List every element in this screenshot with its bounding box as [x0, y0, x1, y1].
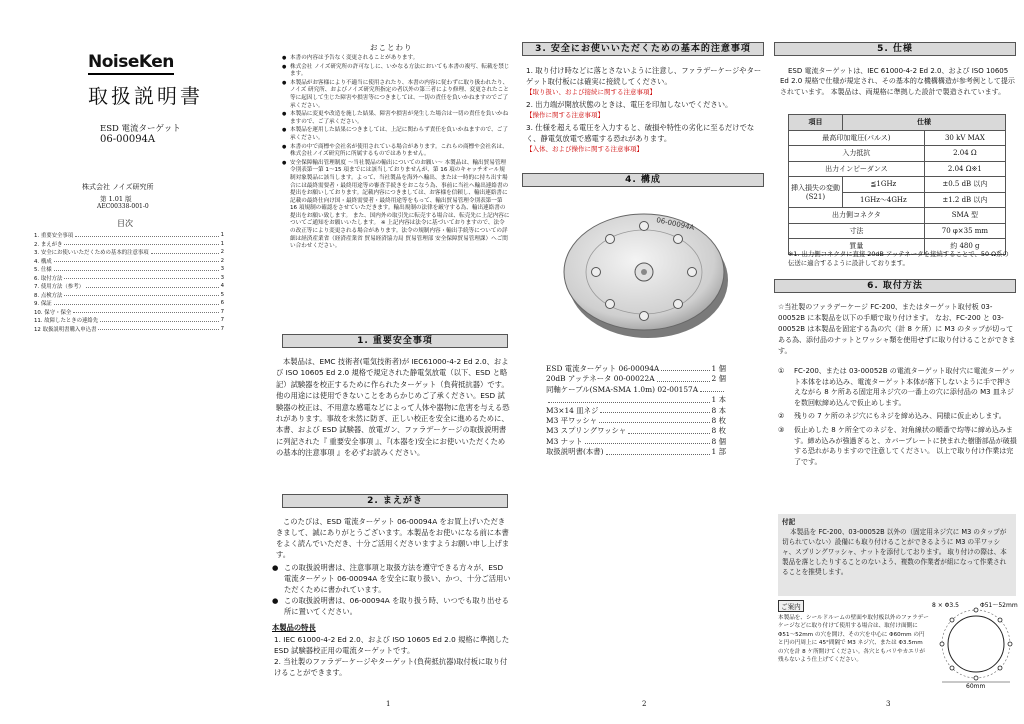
part-leader — [700, 385, 724, 392]
toc-leader — [75, 234, 218, 237]
part-name: M3 スプリングワッシャ — [546, 426, 627, 436]
toc-row — [34, 265, 224, 274]
toc-entry-label: 4. 構成 — [34, 258, 52, 265]
toc-entry-label: 3. 安全にお使いいただくための基本的注意事項 — [34, 250, 149, 257]
part-name: M3 ナット — [546, 436, 583, 446]
feature-item: 2. 当社製のファラデーケージやターゲット(負荷抵抗器)取付板に取り付けることができます。 — [274, 657, 508, 677]
bullet-text: この取扱説明書は、06-00094A を取り扱う時、いつでも取り出せる所に置いてください。 — [284, 596, 509, 616]
parts-row — [546, 385, 726, 395]
step-text: 仮止めした 8 ケ所全てのネジを、対角線状の順番で均等に締め込みます。締め込みが強過ぎると、カバープレートに挟まれた樹脂部品が破損する恐れがありますので注意してください。 以上で取り付け作業は完了です。 — [794, 425, 1017, 466]
spec-cell: ±1.2 dB 以内 — [924, 192, 1005, 208]
spec-cell: ≦1GHz — [843, 177, 925, 193]
mount-intro: ☆当社製のファラデーケージ FC-200、またはターゲット取付板 03-00052B に本製品を以下の手順で取り付けます。 なお、FC-200 と 03-00052B は本製品を固定する為の穴（計 8 ケ所）に M3 のタップが切ってある為、添付品のナットとワッシャ類を使用せずに取り付けることができます。 — [778, 303, 1016, 355]
part-qty: 1 部 — [711, 447, 726, 457]
part-qty: 1 個 — [711, 364, 726, 373]
part-leader — [628, 426, 709, 433]
part-qty: 1 本 — [711, 395, 726, 405]
spec-header-value: 仕様 — [843, 115, 1006, 131]
toc-leader — [54, 268, 219, 271]
toc-leader — [86, 285, 219, 288]
toc-row — [34, 325, 224, 334]
toc-row — [34, 231, 224, 240]
section-2-intro: このたびは、ESD 電流ターゲット 06-00094A をお買上げいただききまして、誠にありがとうございます。本製品をお使いになる前に本書をよく読んでいただき、十分ご活用くださいますようお願い申し上げます。 — [276, 517, 510, 559]
spec-cell: 出力インピーダンス — [789, 161, 925, 177]
toc-entry-label: 12 取扱説明書購入申込書 — [34, 326, 97, 333]
cover-page — [0, 0, 262, 724]
toc-entry-page: 3 — [220, 266, 224, 273]
spec-cell: 挿入損失の変動(S21) — [789, 177, 843, 208]
toc-entry-page: 1 — [220, 232, 224, 239]
features-list — [274, 634, 512, 678]
holes-dimension: 8 × Φ3.5 — [932, 602, 959, 609]
part-name: ESD 電流ターゲット 06-00094A — [546, 364, 660, 373]
guide-label: ご案内 — [778, 600, 804, 612]
part-qty: 8 枚 — [711, 426, 726, 436]
notice-item: ● 本書の中で商標や会社名が使用されている場合があります。これらの商標や会社名は、株式会社ノイズ研究所に所属するものではありません。 — [282, 144, 510, 159]
step-number: ③ — [778, 425, 785, 434]
toc-title: 目次 — [117, 219, 133, 228]
notice-list — [282, 55, 510, 252]
toc-leader — [54, 302, 219, 305]
toc-row — [34, 308, 224, 317]
bullet-item — [272, 562, 512, 595]
notice-item: ● 本製品を運用した結果につきましては、上記に関わらず責任を負いかねますので、ご了承ください。 — [282, 127, 510, 142]
toc-leader — [64, 293, 218, 296]
spec-cell: 2.04 Ω※1 — [924, 161, 1005, 177]
part-name: 取扱説明書(本書) — [546, 447, 604, 457]
caution-ref: 【操作に関する注意事項】 — [526, 111, 604, 120]
toc-leader — [54, 259, 219, 262]
toc-entry-page: 7 — [220, 325, 224, 332]
toc-entry-label: 5. 仕様 — [34, 267, 52, 274]
spec-cell: 寸法 — [789, 223, 925, 239]
parts-row — [546, 406, 726, 416]
toc-entry-page: 7 — [220, 317, 224, 324]
mount-step — [778, 411, 1018, 422]
parts-row — [546, 395, 726, 405]
part-leader — [600, 406, 709, 413]
caution-item — [526, 123, 766, 155]
bullet-mark: ● — [272, 563, 279, 572]
toc-entry-label: 9. 保証 — [34, 301, 52, 308]
part-leader — [548, 395, 710, 402]
toc-entry-page: 6 — [220, 300, 224, 307]
caution-text: 1. 取り付け時などに落とさないように注意し、ファラデーケージやターゲット取付板には確実に接続してください。 — [526, 66, 762, 86]
manual-title: 取扱説明書 — [88, 84, 203, 108]
features-title: 本製品の特長 — [272, 623, 316, 632]
parts-row — [546, 374, 726, 384]
page-number: 2 — [642, 700, 647, 708]
parts-row — [546, 364, 726, 374]
caution-item — [526, 100, 766, 121]
notice-item: ● 本書の内容は予告なく変更されることがあります。 — [282, 55, 510, 63]
spec-cell: 出力側コネクタ — [789, 208, 925, 224]
toc-entry-label: 11. 故障したときの連絡先 — [34, 318, 99, 325]
product-line: ESD 電流ターゲット — [100, 124, 181, 134]
step-number: ② — [778, 412, 785, 421]
caution-text: 2. 出力端が開放状態のときは、電圧を印加しないでください。 — [526, 99, 733, 109]
parts-row — [546, 416, 726, 426]
model-number: 06-00094A — [100, 134, 156, 145]
part-qty: 2 個 — [711, 374, 726, 384]
parts-row — [546, 437, 726, 447]
document-number: AEC00338-001-0 — [97, 203, 149, 210]
spec-cell: 30 kV MAX — [924, 130, 1005, 146]
notice-item: ● 安全保障輸出管理制度 ～当社製品の輸出についてのお願い～ 本製品は、輸出貿易管理令別表第一第 1～15 項までには該当しておりませんが、第 16 項のキャッチオール規制対象製品に該当します。よって、当社製品を海外へ輸出、または一時的に持ち出す場合には最終需要者・最終用途等の審査手続きをおこなう為、事前に当社へ輸出連絡書の提出をお願いしております。記載内容につきましては、お客様を信頼し、輸出連絡書に記載の最終仕向け国・最終需要者・最終用途等をもって、輸出貿易管理令別表第一第 16 項規制の確認をさせていただきます。輸出規制の法律を厳守する為、輸出連絡書の提出をお願い致します。 また、国内外の取引先に転売する場合は、転売先に上記内容についてご通知をお願いいたします。 ※ 上記内容は法令に基づいておりますので、法令の改正等により変更される場合があります。法令の規制内容・輸出手続等についての詳細は経済産業省（経済産業省 貿易経済協力局 貿易管理部 安全保障貿易管理課）へご問い合わせください。 — [282, 160, 510, 251]
section-2-heading: 2. まえがき — [282, 494, 508, 508]
part-name: 20dB アッテネータ 00-00022A — [546, 374, 655, 384]
product-label: 06-00094A — [655, 216, 695, 232]
section-2-bullets — [272, 562, 512, 617]
spec-cell: 70 φ×35 mm — [924, 223, 1005, 239]
notice-title: おことわり — [370, 43, 413, 52]
toc-entry-page: 3 — [220, 274, 224, 281]
spec-cell: 2.04 Ω — [924, 146, 1005, 162]
toc-entry-label: 7. 使用方法（参考） — [34, 284, 84, 291]
feature-item: 1. IEC 61000-4-2 Ed 2.0、および ISO 10605 Ed 2.0 規格に準拠した ESD 試験器校正用の電流ターゲットです。 — [274, 635, 510, 655]
supplementary-note-box — [778, 514, 1016, 596]
mount-step — [778, 425, 1018, 467]
pcd-dimension: 60mm — [966, 683, 986, 688]
table-of-contents — [34, 231, 224, 333]
toc-entry-page: 4 — [220, 283, 224, 290]
edition: 第 1.01 版 — [100, 195, 132, 203]
part-name: M3 平ワッシャ — [546, 416, 598, 426]
part-leader — [661, 364, 709, 371]
toc-entry-page: 1 — [220, 240, 224, 247]
toc-entry-label: 1. 重要安全事項 — [34, 233, 74, 240]
step-text: FC-200、または 03-00052B の電流ターゲット取付穴に電流ターゲット本体をはめ込み、電流ターゲット本体が落下しないように手で押さえながら 8 ケ所ある固定用ネジ穴の一番上の穴に添付品の M3 皿ネジを数回転締め込んで仮止めします。 — [794, 367, 1016, 407]
company-name: 株式会社 ノイズ研究所 — [82, 183, 154, 191]
toc-row — [34, 291, 224, 300]
spec-cell: 質量 — [789, 239, 925, 255]
part-name: M3×14 皿ネジ — [546, 405, 599, 415]
section-1-heading: 1. 重要安全事項 — [282, 334, 508, 348]
mount-steps — [778, 366, 1018, 470]
spec-cell: 1GHz～4GHz — [843, 192, 925, 208]
spec-cell: SMA 型 — [924, 208, 1005, 224]
part-qty: 8 本 — [711, 405, 726, 415]
note-body: 本製品を FC-200、03-00052B 以外の（固定用ネジ穴に M3 のタップが切られていない）設備にも取り付けることができるように M3 の平ワッシャ、スプリングワッシャ、ナットを添付しております。 取り付けの際は、本製品を落としたりすることのないよう、複数の作業者が組になって作業されることを推奨します。 — [782, 528, 1007, 576]
parts-list — [546, 364, 726, 458]
bullet-mark: ● — [272, 596, 279, 605]
toc-row — [34, 248, 224, 257]
toc-entry-label: 10. 保守・保全 — [34, 309, 72, 316]
toc-entry-label: 6. 取付方法 — [34, 275, 63, 282]
section-1-body: 本製品は、EMC 技術者(電気技術者)が IEC61000-4-2 Ed 2.0、および ISO 10605 Ed 2.0 規格で規定された静電気放電（以下、ESD と略記）試験器を校正するために作られたターゲット（負荷抵抗器）です。他の用途には使用できないことをあらかじめご了承ください。ESD 試験器の校正は、不用意な感電などによって人体や器物に危害を与える恐れがあります。事故を未然に防ぎ、正しい校正を安全に進めるために、本書、および ESD 試験器、放電ガン、ファラデーケージの取扱説明書に列記された『 重要安全事項 』、『(本器を)安全にお使いいただくための基本的注意事項 』を必ずお読みください。 — [276, 357, 510, 458]
page-number: 3 — [886, 700, 891, 708]
page-4-column — [770, 0, 1024, 724]
toc-leader — [64, 276, 218, 279]
bullet-text: この取扱説明書は、注意事項と取扱方法を遵守できる方々が、ESD 電流ターゲット 06-00094A を安全に取り扱い、かつ、十分ご活用いただくために書かれています。 — [284, 563, 511, 594]
part-leader — [606, 447, 710, 454]
spec-cell: 最高印加電圧(パルス) — [789, 130, 925, 146]
section-3-heading: 3. 安全にお使いいただくための基本的注意事項 — [522, 42, 764, 56]
spec-cell: ±0.5 dB 以内 — [924, 177, 1005, 193]
page-3-column — [516, 0, 770, 724]
toc-row — [34, 240, 224, 249]
spec-intro: ESD 電流ターゲットは、IEC 61000-4-2 Ed 2.0、および ISO 10605 Ed 2.0 規格で仕様が規定され、その基本的な機構構造が参考例として提示されています。 本製品は、両規格に準拠した設計で製造されています。 — [780, 67, 1015, 96]
bullet-item — [272, 595, 512, 617]
toc-row — [34, 282, 224, 291]
toc-leader — [64, 242, 218, 245]
notice-item: ● 本製品に変更や改造を施した結果、障害や損害が発生した場合は一切の責任を負いかねますので、ご了承ください。 — [282, 111, 510, 126]
page-number: 1 — [386, 700, 391, 708]
toc-leader — [100, 319, 218, 322]
parts-row — [546, 426, 726, 436]
spec-table — [788, 114, 1006, 255]
part-name: 同軸ケーブル(SMA-SMA 1.0m) 02-00157A — [546, 384, 699, 394]
spec-cell: 入力抵抗 — [789, 146, 925, 162]
page-2-column — [262, 0, 516, 724]
spec-cell: 約 480 g — [924, 239, 1005, 255]
section-4-heading: 4. 構成 — [522, 173, 764, 187]
spec-note: ※1. 出力側コネクタに直接 20dB アッテネータを接続することで、50 Ω系の伝送に適合するように設計しております。 — [788, 250, 1009, 267]
toc-row — [34, 316, 224, 325]
parts-row — [546, 447, 726, 457]
bore-dimension: Φ51～52mm — [980, 602, 1018, 609]
current-target-photo — [556, 196, 736, 346]
toc-entry-page: 5 — [220, 291, 224, 298]
toc-entry-label: 8. 点検方法 — [34, 292, 63, 299]
toc-entry-page: 2 — [220, 249, 224, 256]
part-leader — [657, 374, 710, 381]
toc-row — [34, 274, 224, 283]
notice-item: ● 株式会社 ノイズ研究所の許可なしに、いかなる方法においても本書の複写、転載を禁じます。 — [282, 64, 510, 79]
toc-entry-label: 2. まえがき — [34, 241, 63, 248]
part-leader — [599, 416, 709, 423]
guide-body: 本製品を、シールドルームの壁面や取付板以外のファラデーケージなどに取り付けて使用する場合は、取付け面側に Φ51～52mm の穴を開け、その穴を中心に Φ60mm の円と円の円周上に 45°間隔で M3 ネジ穴、または Φ3.5mm の穴を計 8 ケ所開けてください。各穴ともバリやカエリが残らないよう仕上げてください。 — [778, 615, 929, 664]
toc-leader — [151, 251, 219, 254]
toc-entry-page: 7 — [220, 308, 224, 315]
mount-step — [778, 366, 1018, 408]
spec-header-item: 項目 — [789, 115, 843, 131]
step-text: 残りの 7 ケ所のネジ穴にもネジを締め込み、同様に仮止めします。 — [794, 412, 1006, 421]
mounting-hole-diagram — [930, 598, 1022, 688]
part-qty: 8 個 — [711, 436, 726, 446]
section-6-heading: 6. 取付方法 — [774, 279, 1016, 293]
part-qty: 8 枚 — [711, 416, 726, 426]
note-title: 付記 — [782, 518, 796, 526]
section-5-heading: 5. 仕様 — [774, 42, 1016, 56]
noiseken-logo: NoiseKen — [88, 52, 174, 75]
caution-text: 3. 仕様を超える電圧を入力すると、破損や特性の劣化に至るだけでなく、静電気放電で感電する恐れがあります。 — [526, 122, 755, 143]
toc-row — [34, 299, 224, 308]
section-3-items — [526, 66, 766, 157]
toc-leader — [98, 327, 218, 330]
caution-item — [526, 66, 766, 98]
caution-ref: 【入体、および操作に関する注意事項】 — [526, 145, 643, 154]
toc-leader — [73, 310, 218, 313]
toc-entry-page: 2 — [220, 257, 224, 264]
step-number: ① — [778, 367, 785, 375]
toc-row — [34, 257, 224, 266]
part-leader — [585, 437, 710, 444]
caution-ref: 【取り扱い、および接続に関する注意事項】 — [526, 88, 656, 97]
notice-item: ● 本製品がお客様により不適当に使用されたり、本書の内容に従わずに取り扱われたり、ノイズ 研究所、およびノイズ研究所指定の者以外の第三者により修理、変更されたこと等に起因して生じた障害や損害等につきましては、一切の責任を負いかねますのでご了承ください。 — [282, 80, 510, 110]
